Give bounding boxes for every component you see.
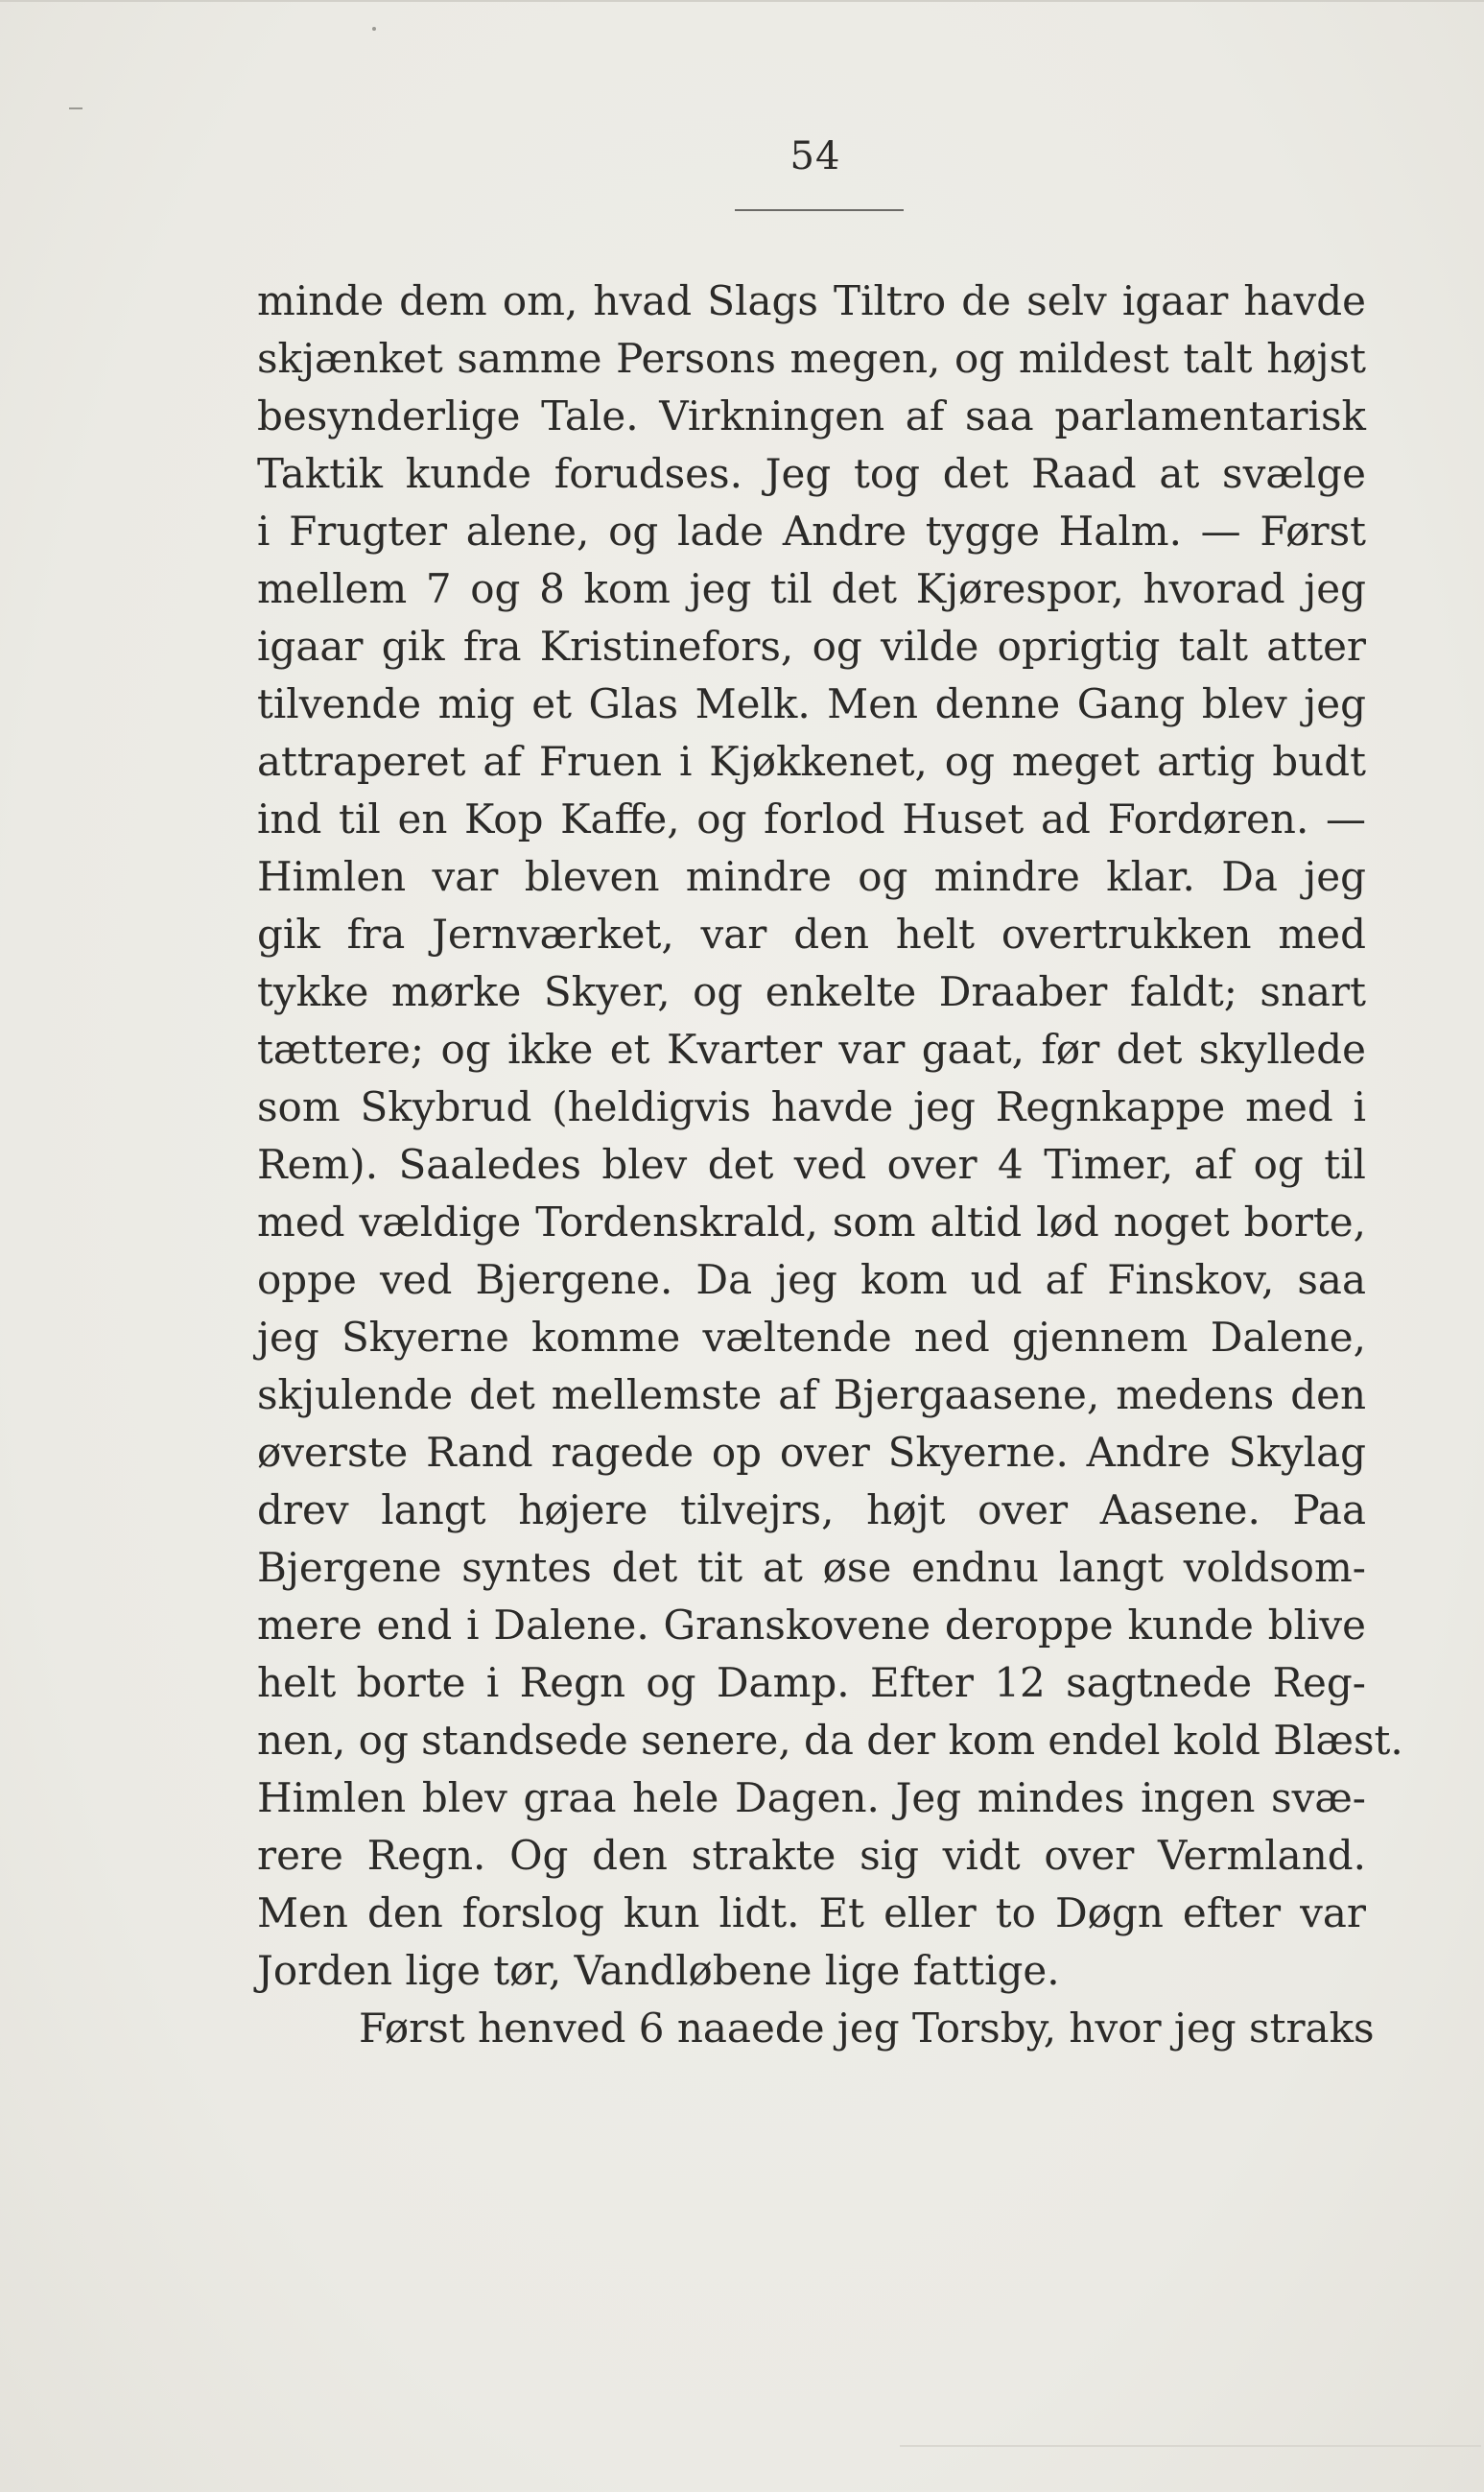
text-line: tilvende mig et Glas Melk. Men denne Gang blev jeg [257, 680, 1366, 727]
text-line: minde dem om, hvad Slags Tiltro de selv igaar havde [257, 277, 1366, 324]
text-line: helt borte i Regn og Damp. Efter 12 sagtnede Reg- [257, 1659, 1366, 1706]
text-line: med vældige Tordenskrald, som altid lød noget borte, [257, 1199, 1366, 1246]
scan-artifact [372, 27, 376, 31]
text-line: Bjergene syntes det tit at øse endnu langt voldsom- [257, 1544, 1366, 1591]
text-line: Himlen blev graa hele Dagen. Jeg mindes ingen svæ- [257, 1774, 1366, 1821]
text-line: mellem 7 og 8 kom jeg til det Kjørespor, hvorad jeg [257, 565, 1366, 612]
text-line: Jorden lige tør, Vandløbene lige fattige. [257, 1947, 1060, 1994]
text-line: i Frugter alene, og lade Andre tygge Halm. — Først [257, 508, 1366, 555]
text-line: jeg Skyerne komme væltende ned gjennem Dalene, [257, 1314, 1366, 1361]
body-text [257, 273, 1403, 2057]
text-line: ind til en Kop Kaffe, og forlod Huset ad Fordøren. — [257, 795, 1366, 843]
text-line: rere Regn. Og den strakte sig vidt over Vermland. [257, 1832, 1366, 1879]
text-line: som Skybrud (heldigvis havde jeg Regnkappe med i [257, 1083, 1366, 1130]
text-line: skjulende det mellemste af Bjergaasene, medens den [257, 1371, 1366, 1418]
text-line: oppe ved Bjergene. Da jeg kom ud af Finskov, saa [257, 1256, 1366, 1303]
scan-artifact [69, 107, 82, 109]
header-rule [735, 209, 904, 211]
text-line: Rem). Saaledes blev det ved over 4 Timer, af og til [257, 1141, 1366, 1188]
text-line: Først henved 6 naaede jeg Torsby, hvor jeg straks [359, 2005, 1375, 2052]
page-number: 54 [789, 134, 841, 178]
text-line: Taktik kunde forudses. Jeg tog det Raad at svælge [257, 450, 1366, 497]
text-line: Men den forslog kun lidt. Et eller to Døgn efter var [257, 1889, 1366, 1936]
scan-artifact [0, 0, 1484, 2]
text-line: igaar gik fra Kristinefors, og vilde oprigtig talt atter [257, 623, 1366, 670]
text-line: nen, og standsede senere, da der kom endel kold Blæst. [257, 1717, 1403, 1764]
text-line: drev langt højere tilvejrs, højt over Aasene. Paa [257, 1486, 1366, 1533]
scan-artifact [900, 2445, 1481, 2447]
text-line: tykke mørke Skyer, og enkelte Draaber faldt; snart [257, 968, 1366, 1015]
text-line: Himlen var bleven mindre og mindre klar. Da jeg [257, 853, 1366, 900]
text-line: øverste Rand ragede op over Skyerne. Andre Skylag [257, 1429, 1366, 1476]
text-line: gik fra Jernværket, var den helt overtrukken med [257, 911, 1366, 958]
text-line: tættere; og ikke et Kvarter var gaat, før det skyllede [257, 1026, 1366, 1073]
text-line: skjænket samme Persons megen, og mildest talt højst [257, 335, 1366, 382]
text-line: attraperet af Fruen i Kjøkkenet, og meget artig budt [257, 738, 1366, 785]
text-line: mere end i Dalene. Granskovene deroppe kunde blive [257, 1602, 1366, 1649]
text-line: besynderlige Tale. Virkningen af saa parlamentarisk [257, 392, 1366, 439]
